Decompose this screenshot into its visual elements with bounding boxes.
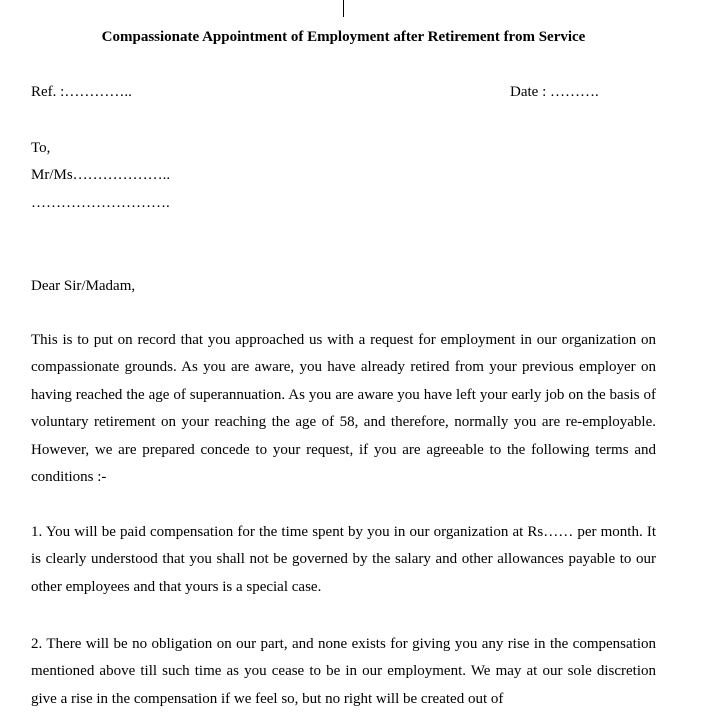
- paragraph-intro: This is to put on record that you approached us with a request for employment in our organization on compassionate grounds. As you are aware, you have already retired from your previous employer on having reached the age of superannuation. As you are aware you have left your early job on the basis of voluntary retirement on your reaching the age of 58, and therefore, normally you are re-employable. However, we are prepared concede to your request, if you are agreeable to the following terms and conditions :-: [31, 332, 656, 486]
- date-line: Date : ……….: [510, 84, 599, 100]
- ref-line: Ref. :…………..: [31, 84, 132, 100]
- text-cursor: [343, 0, 344, 17]
- paragraph-term-1: 1. You will be paid compensation for the time spent by you in our organization at Rs…… per month. It is clearly understood that you shall not be governed by the salary and other allowances payable to our other employees and that yours is a special case.: [31, 524, 656, 595]
- addressee-line: Mr/Ms………………..: [31, 167, 171, 183]
- to-line: To,: [31, 140, 51, 156]
- salutation: Dear Sir/Madam,: [31, 278, 136, 294]
- paragraph-term-2: 2. There will be no obligation on our part, and none exists for giving you any rise in the compensation mentioned above till such time as you cease to be in our employment. We may at our sole discretion give a rise in the compensation if we feel so, but no right will be created out of: [31, 636, 656, 707]
- document-title: Compassionate Appointment of Employment after Retirement from Service: [101, 29, 586, 45]
- address-line: ……………………….: [31, 195, 170, 211]
